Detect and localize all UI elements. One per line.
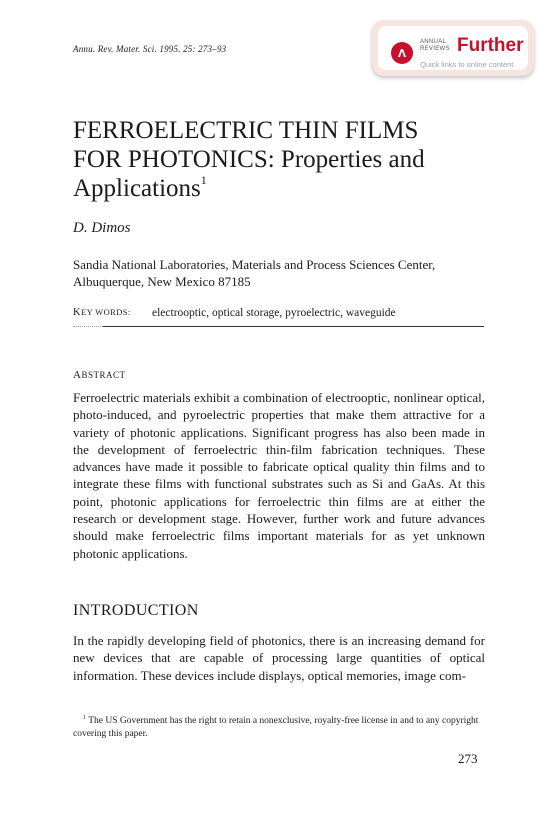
footnote-text: The US Government has the right to retain a nonexclusive, royalty-free license in and to any copyright covering this paper.	[73, 716, 479, 739]
affiliation-line-2: Albuquerque, New Mexico 87185	[73, 274, 251, 289]
title-line-3: Applications	[73, 175, 201, 202]
footnote	[73, 715, 485, 741]
title-line-1: FERROELECTRIC THIN FILMS	[73, 117, 419, 144]
page-number: 273	[458, 751, 478, 766]
keywords-divider	[103, 326, 484, 327]
introduction-heading: INTRODUCTION	[73, 602, 199, 619]
introduction-text: In the rapidly developing field of photonics, there is an increasing demand for new devices that are capable of processing large quantities of optical information. These devices include displays, optical memories, image com-	[73, 633, 485, 683]
keywords-list: electrooptic, optical storage, pyroelectric, waveguide	[152, 307, 396, 319]
badge-subtitle: Quick links to online content	[420, 60, 514, 69]
title-footnote-mark[interactable]: 1	[200, 173, 207, 187]
keywords-label-rest: EY WORDS:	[80, 307, 131, 317]
badge-further-label: Further	[457, 35, 524, 56]
abstract-heading	[73, 369, 125, 381]
author-name: D. Dimos	[73, 220, 131, 236]
abstract-heading-initial: A	[73, 369, 82, 381]
article-title	[73, 116, 493, 203]
abstract-text: Ferroelectric materials exhibit a combination of electrooptic, nonlinear optical, photo-induced, and pyroelectric properties that make them attractive for a variety of photonic applications. Significant progress has also been made in the development of ferroelectric thin-film fabrication techniques. These advances have made it possible to fabricate optical quality thin films and to integrate these films with functional substrates such as Si and GaAs. At this point, photonic applications for ferroelectric thin films are at either the research or development stage. However, further work and future advances should make ferroelectric films important materials for as yet unknown photonic applications.	[73, 390, 485, 561]
journal-reference: Annu. Rev. Mater. Sci. 1995. 25: 273–93	[73, 44, 227, 54]
keywords-rule-lead	[73, 326, 103, 327]
badge-annual-label: ANNUAL	[420, 39, 447, 45]
badge-reviews-label: REVIEWS	[420, 46, 450, 52]
title-line-2: FOR PHOTONICS: Properties and	[73, 146, 425, 173]
further-links-badge[interactable]	[372, 20, 534, 76]
badge-panel	[378, 26, 528, 70]
footnote-mark: 1	[83, 715, 86, 721]
affiliation-line-1: Sandia National Laboratories, Materials and Process Sciences Center,	[73, 257, 436, 272]
keywords-label	[73, 307, 131, 318]
keywords-label-initial: K	[73, 307, 81, 318]
abstract-heading-rest: BSTRACT	[81, 370, 126, 380]
annual-reviews-logo-icon	[391, 42, 413, 64]
author-affiliation	[73, 256, 493, 290]
